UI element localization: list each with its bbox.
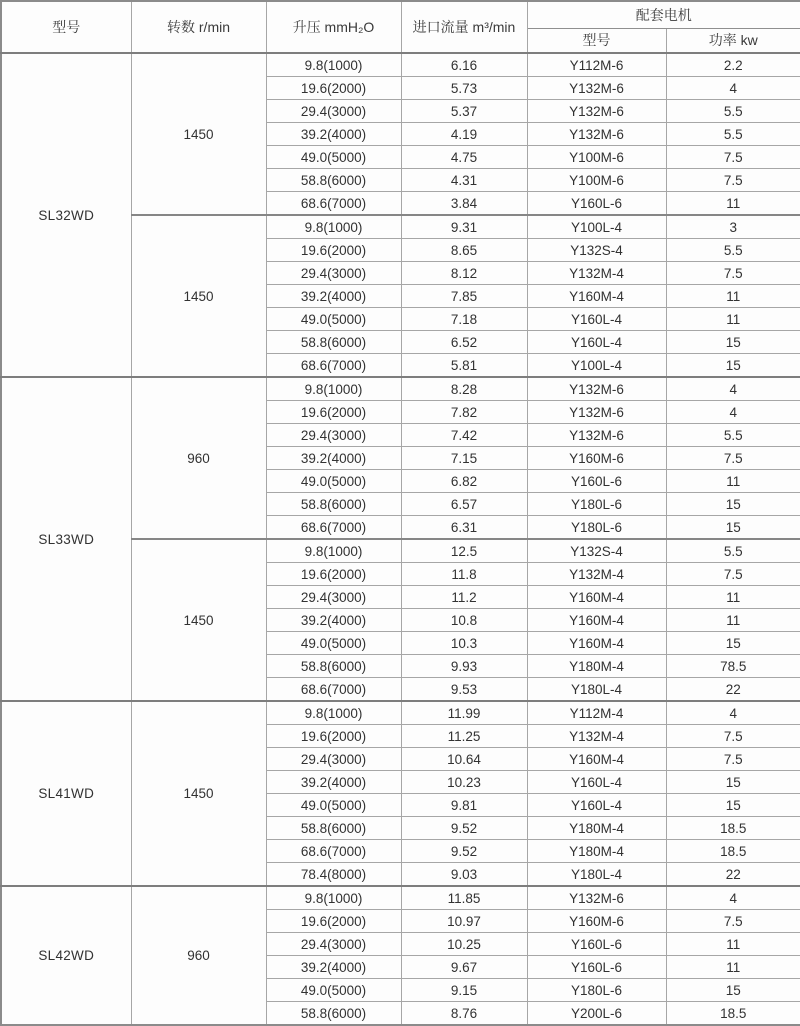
motor-power-cell: 15 xyxy=(666,979,800,1002)
pressure-cell: 29.4(3000) xyxy=(266,262,401,285)
motor-power-cell: 11 xyxy=(666,470,800,493)
header-motor-group: 配套电机 xyxy=(527,1,800,28)
pressure-cell: 39.2(4000) xyxy=(266,609,401,632)
motor-power-cell: 4 xyxy=(666,77,800,100)
motor-power-cell: 7.5 xyxy=(666,262,800,285)
flow-cell: 9.52 xyxy=(401,840,527,863)
motor-model-cell: Y160M-6 xyxy=(527,910,666,933)
flow-cell: 11.2 xyxy=(401,586,527,609)
motor-power-cell: 18.5 xyxy=(666,840,800,863)
pressure-cell: 29.4(3000) xyxy=(266,748,401,771)
motor-power-cell: 22 xyxy=(666,863,800,887)
motor-power-cell: 15 xyxy=(666,331,800,354)
flow-cell: 9.81 xyxy=(401,794,527,817)
pressure-cell: 29.4(3000) xyxy=(266,586,401,609)
table-row xyxy=(1,377,800,401)
flow-cell: 6.52 xyxy=(401,331,527,354)
motor-power-cell: 2.2 xyxy=(666,53,800,77)
pressure-cell: 58.8(6000) xyxy=(266,1002,401,1026)
flow-cell: 9.67 xyxy=(401,956,527,979)
motor-model-cell: Y132M-6 xyxy=(527,424,666,447)
pressure-cell: 49.0(5000) xyxy=(266,632,401,655)
flow-cell: 11.25 xyxy=(401,725,527,748)
motor-model-cell: Y132M-4 xyxy=(527,725,666,748)
motor-model-cell: Y160L-6 xyxy=(527,956,666,979)
motor-model-cell: Y180L-6 xyxy=(527,493,666,516)
flow-cell: 6.16 xyxy=(401,53,527,77)
motor-model-cell: Y132M-4 xyxy=(527,563,666,586)
motor-model-cell: Y160L-6 xyxy=(527,933,666,956)
pressure-cell: 29.4(3000) xyxy=(266,100,401,123)
pressure-cell: 49.0(5000) xyxy=(266,979,401,1002)
pressure-cell: 29.4(3000) xyxy=(266,424,401,447)
motor-model-cell: Y180M-4 xyxy=(527,817,666,840)
flow-cell: 7.42 xyxy=(401,424,527,447)
header-motor-power: 功率 kw xyxy=(666,28,800,53)
flow-cell: 10.25 xyxy=(401,933,527,956)
motor-power-cell: 7.5 xyxy=(666,169,800,192)
model-cell: SL32WD xyxy=(1,53,131,377)
speed-cell: 960 xyxy=(131,377,266,539)
flow-cell: 9.53 xyxy=(401,678,527,702)
motor-model-cell: Y160M-6 xyxy=(527,447,666,470)
motor-model-cell: Y132S-4 xyxy=(527,539,666,563)
motor-power-cell: 18.5 xyxy=(666,817,800,840)
motor-model-cell: Y112M-4 xyxy=(527,701,666,725)
header-model: 型号 xyxy=(1,1,131,53)
flow-cell: 10.64 xyxy=(401,748,527,771)
speed-cell: 1450 xyxy=(131,539,266,701)
motor-power-cell: 15 xyxy=(666,771,800,794)
pressure-cell: 9.8(1000) xyxy=(266,377,401,401)
flow-cell: 7.85 xyxy=(401,285,527,308)
motor-model-cell: Y160L-6 xyxy=(527,192,666,216)
motor-power-cell: 11 xyxy=(666,308,800,331)
motor-model-cell: Y132M-6 xyxy=(527,77,666,100)
table-header xyxy=(1,1,800,53)
flow-cell: 5.37 xyxy=(401,100,527,123)
pressure-cell: 19.6(2000) xyxy=(266,77,401,100)
motor-model-cell: Y100L-4 xyxy=(527,215,666,239)
flow-cell: 12.5 xyxy=(401,539,527,563)
motor-power-cell: 7.5 xyxy=(666,748,800,771)
pressure-cell: 49.0(5000) xyxy=(266,146,401,169)
model-cell: SL42WD xyxy=(1,886,131,1025)
motor-power-cell: 15 xyxy=(666,354,800,378)
motor-model-cell: Y160M-4 xyxy=(527,586,666,609)
flow-cell: 3.84 xyxy=(401,192,527,216)
pressure-cell: 39.2(4000) xyxy=(266,285,401,308)
motor-power-cell: 5.5 xyxy=(666,123,800,146)
motor-model-cell: Y160L-4 xyxy=(527,794,666,817)
motor-power-cell: 3 xyxy=(666,215,800,239)
header-motor-model: 型号 xyxy=(527,28,666,53)
header-pressure: 升压 mmH₂O xyxy=(266,1,401,53)
motor-model-cell: Y112M-6 xyxy=(527,53,666,77)
table-row xyxy=(1,886,800,910)
motor-model-cell: Y180L-6 xyxy=(527,516,666,540)
flow-cell: 8.65 xyxy=(401,239,527,262)
table-body xyxy=(1,53,800,1025)
motor-model-cell: Y180M-4 xyxy=(527,840,666,863)
motor-power-cell: 4 xyxy=(666,401,800,424)
motor-power-cell: 7.5 xyxy=(666,910,800,933)
pressure-cell: 58.8(6000) xyxy=(266,169,401,192)
flow-cell: 9.93 xyxy=(401,655,527,678)
flow-cell: 4.75 xyxy=(401,146,527,169)
flow-cell: 7.82 xyxy=(401,401,527,424)
motor-model-cell: Y160M-4 xyxy=(527,748,666,771)
table-row xyxy=(1,53,800,77)
flow-cell: 6.57 xyxy=(401,493,527,516)
motor-model-cell: Y132M-6 xyxy=(527,377,666,401)
motor-model-cell: Y100M-6 xyxy=(527,146,666,169)
motor-model-cell: Y160M-4 xyxy=(527,632,666,655)
pressure-cell: 9.8(1000) xyxy=(266,701,401,725)
flow-cell: 5.81 xyxy=(401,354,527,378)
motor-model-cell: Y180L-4 xyxy=(527,678,666,702)
motor-power-cell: 7.5 xyxy=(666,447,800,470)
motor-model-cell: Y180L-4 xyxy=(527,863,666,887)
pressure-cell: 19.6(2000) xyxy=(266,401,401,424)
motor-model-cell: Y200L-6 xyxy=(527,1002,666,1026)
speed-cell: 1450 xyxy=(131,215,266,377)
motor-power-cell: 15 xyxy=(666,516,800,540)
motor-model-cell: Y160L-4 xyxy=(527,331,666,354)
pressure-cell: 39.2(4000) xyxy=(266,956,401,979)
pressure-cell: 39.2(4000) xyxy=(266,771,401,794)
pressure-cell: 49.0(5000) xyxy=(266,308,401,331)
motor-model-cell: Y132S-4 xyxy=(527,239,666,262)
pressure-cell: 39.2(4000) xyxy=(266,447,401,470)
speed-cell: 1450 xyxy=(131,701,266,886)
motor-power-cell: 7.5 xyxy=(666,563,800,586)
flow-cell: 9.03 xyxy=(401,863,527,887)
pressure-cell: 19.6(2000) xyxy=(266,239,401,262)
flow-cell: 11.99 xyxy=(401,701,527,725)
motor-power-cell: 15 xyxy=(666,794,800,817)
motor-power-cell: 5.5 xyxy=(666,539,800,563)
speed-cell: 960 xyxy=(131,886,266,1025)
flow-cell: 8.12 xyxy=(401,262,527,285)
model-cell: SL41WD xyxy=(1,701,131,886)
motor-model-cell: Y160L-6 xyxy=(527,470,666,493)
speed-cell: 1450 xyxy=(131,53,266,215)
motor-power-cell: 78.5 xyxy=(666,655,800,678)
flow-cell: 4.31 xyxy=(401,169,527,192)
flow-cell: 10.8 xyxy=(401,609,527,632)
pressure-cell: 19.6(2000) xyxy=(266,563,401,586)
pressure-cell: 49.0(5000) xyxy=(266,470,401,493)
motor-model-cell: Y132M-6 xyxy=(527,100,666,123)
pressure-cell: 19.6(2000) xyxy=(266,910,401,933)
motor-power-cell: 4 xyxy=(666,377,800,401)
flow-cell: 8.28 xyxy=(401,377,527,401)
flow-cell: 6.31 xyxy=(401,516,527,540)
flow-cell: 9.31 xyxy=(401,215,527,239)
pressure-cell: 68.6(7000) xyxy=(266,192,401,216)
motor-power-cell: 11 xyxy=(666,285,800,308)
motor-power-cell: 15 xyxy=(666,632,800,655)
motor-power-cell: 5.5 xyxy=(666,239,800,262)
flow-cell: 7.15 xyxy=(401,447,527,470)
motor-model-cell: Y160M-4 xyxy=(527,285,666,308)
pressure-cell: 9.8(1000) xyxy=(266,215,401,239)
motor-model-cell: Y100M-6 xyxy=(527,169,666,192)
pressure-cell: 19.6(2000) xyxy=(266,725,401,748)
flow-cell: 9.15 xyxy=(401,979,527,1002)
motor-power-cell: 18.5 xyxy=(666,1002,800,1026)
pressure-cell: 49.0(5000) xyxy=(266,794,401,817)
pressure-cell: 68.6(7000) xyxy=(266,354,401,378)
motor-power-cell: 11 xyxy=(666,586,800,609)
pressure-cell: 78.4(8000) xyxy=(266,863,401,887)
pressure-cell: 68.6(7000) xyxy=(266,840,401,863)
flow-cell: 11.85 xyxy=(401,886,527,910)
header-flow: 进口流量 m³/min xyxy=(401,1,527,53)
motor-power-cell: 11 xyxy=(666,192,800,216)
motor-model-cell: Y160M-4 xyxy=(527,609,666,632)
pressure-cell: 58.8(6000) xyxy=(266,493,401,516)
pressure-cell: 9.8(1000) xyxy=(266,53,401,77)
pressure-cell: 58.8(6000) xyxy=(266,817,401,840)
motor-model-cell: Y160L-4 xyxy=(527,308,666,331)
flow-cell: 9.52 xyxy=(401,817,527,840)
header-speed: 转数 r/min xyxy=(131,1,266,53)
flow-cell: 11.8 xyxy=(401,563,527,586)
pressure-cell: 39.2(4000) xyxy=(266,123,401,146)
motor-power-cell: 7.5 xyxy=(666,146,800,169)
motor-model-cell: Y100L-4 xyxy=(527,354,666,378)
motor-power-cell: 4 xyxy=(666,886,800,910)
flow-cell: 6.82 xyxy=(401,470,527,493)
pressure-cell: 29.4(3000) xyxy=(266,933,401,956)
flow-cell: 10.23 xyxy=(401,771,527,794)
motor-power-cell: 11 xyxy=(666,933,800,956)
flow-cell: 10.3 xyxy=(401,632,527,655)
motor-power-cell: 4 xyxy=(666,701,800,725)
motor-power-cell: 5.5 xyxy=(666,100,800,123)
motor-power-cell: 11 xyxy=(666,609,800,632)
flow-cell: 10.97 xyxy=(401,910,527,933)
pressure-cell: 68.6(7000) xyxy=(266,678,401,702)
flow-cell: 4.19 xyxy=(401,123,527,146)
motor-power-cell: 15 xyxy=(666,493,800,516)
motor-power-cell: 11 xyxy=(666,956,800,979)
pressure-cell: 9.8(1000) xyxy=(266,886,401,910)
pressure-cell: 58.8(6000) xyxy=(266,655,401,678)
motor-power-cell: 22 xyxy=(666,678,800,702)
motor-model-cell: Y132M-6 xyxy=(527,886,666,910)
pressure-cell: 9.8(1000) xyxy=(266,539,401,563)
motor-model-cell: Y180M-4 xyxy=(527,655,666,678)
motor-model-cell: Y132M-6 xyxy=(527,401,666,424)
motor-model-cell: Y132M-4 xyxy=(527,262,666,285)
motor-power-cell: 7.5 xyxy=(666,725,800,748)
flow-cell: 7.18 xyxy=(401,308,527,331)
motor-model-cell: Y132M-6 xyxy=(527,123,666,146)
model-cell: SL33WD xyxy=(1,377,131,701)
table-row xyxy=(1,701,800,725)
motor-power-cell: 5.5 xyxy=(666,424,800,447)
motor-model-cell: Y160L-4 xyxy=(527,771,666,794)
pressure-cell: 58.8(6000) xyxy=(266,331,401,354)
flow-cell: 8.76 xyxy=(401,1002,527,1026)
motor-model-cell: Y180L-6 xyxy=(527,979,666,1002)
pressure-cell: 68.6(7000) xyxy=(266,516,401,540)
flow-cell: 5.73 xyxy=(401,77,527,100)
